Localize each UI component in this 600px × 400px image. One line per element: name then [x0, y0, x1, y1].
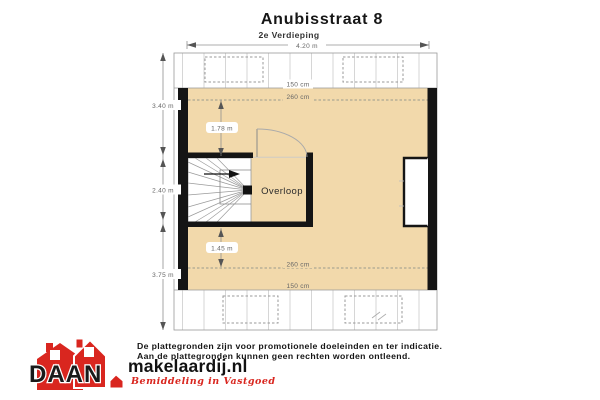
wall-right	[428, 88, 438, 290]
wall-overloop-right	[306, 153, 313, 228]
label-bottom-150: 150 cm	[286, 283, 310, 290]
dormer-recess	[399, 158, 428, 226]
disclaimer-line1: De plattegronden zijn voor promotionele doeleinden en ter indicatie.	[137, 341, 443, 351]
page-title: Anubisstraat 8	[260, 11, 384, 28]
wall-stair-bottom	[178, 222, 313, 228]
page-subtitle: 2e Verdieping	[258, 30, 320, 40]
stair-newel-post	[243, 186, 252, 195]
room-label-overloop: Overloop	[261, 186, 303, 197]
brand-logo	[0, 332, 320, 400]
wall-stair-top	[178, 153, 253, 159]
svg-text:1.78 m: 1.78 m	[211, 125, 233, 133]
label-bottom-260: 260 cm	[286, 261, 310, 269]
dimension-total-width	[187, 40, 429, 50]
dimension-left-bottom: 3.75 m	[152, 271, 174, 279]
dimension-left-chain	[145, 53, 181, 330]
dimension-left-middle: 2.40 m	[152, 187, 174, 195]
label-top-260: 260 cm	[286, 94, 310, 101]
roof-slope-bottom	[174, 290, 437, 330]
svg-text:4.20 m: 4.20 m	[296, 43, 318, 51]
svg-text:1.45 m: 1.45 m	[211, 245, 233, 253]
logo-suffix: makelaardij.nl	[128, 356, 248, 376]
label-top-150: 150 cm	[286, 81, 310, 89]
logo-tagline: Bemiddeling in Vastgoed	[131, 376, 276, 387]
dimension-left-top: 3.40 m	[152, 102, 174, 110]
logo-name: DAAN	[29, 361, 103, 388]
logo-houses-icon	[28, 337, 130, 395]
disclaimer-line2: Aan de plattegronden kunnen geen rechten worden ontleend.	[137, 350, 411, 361]
